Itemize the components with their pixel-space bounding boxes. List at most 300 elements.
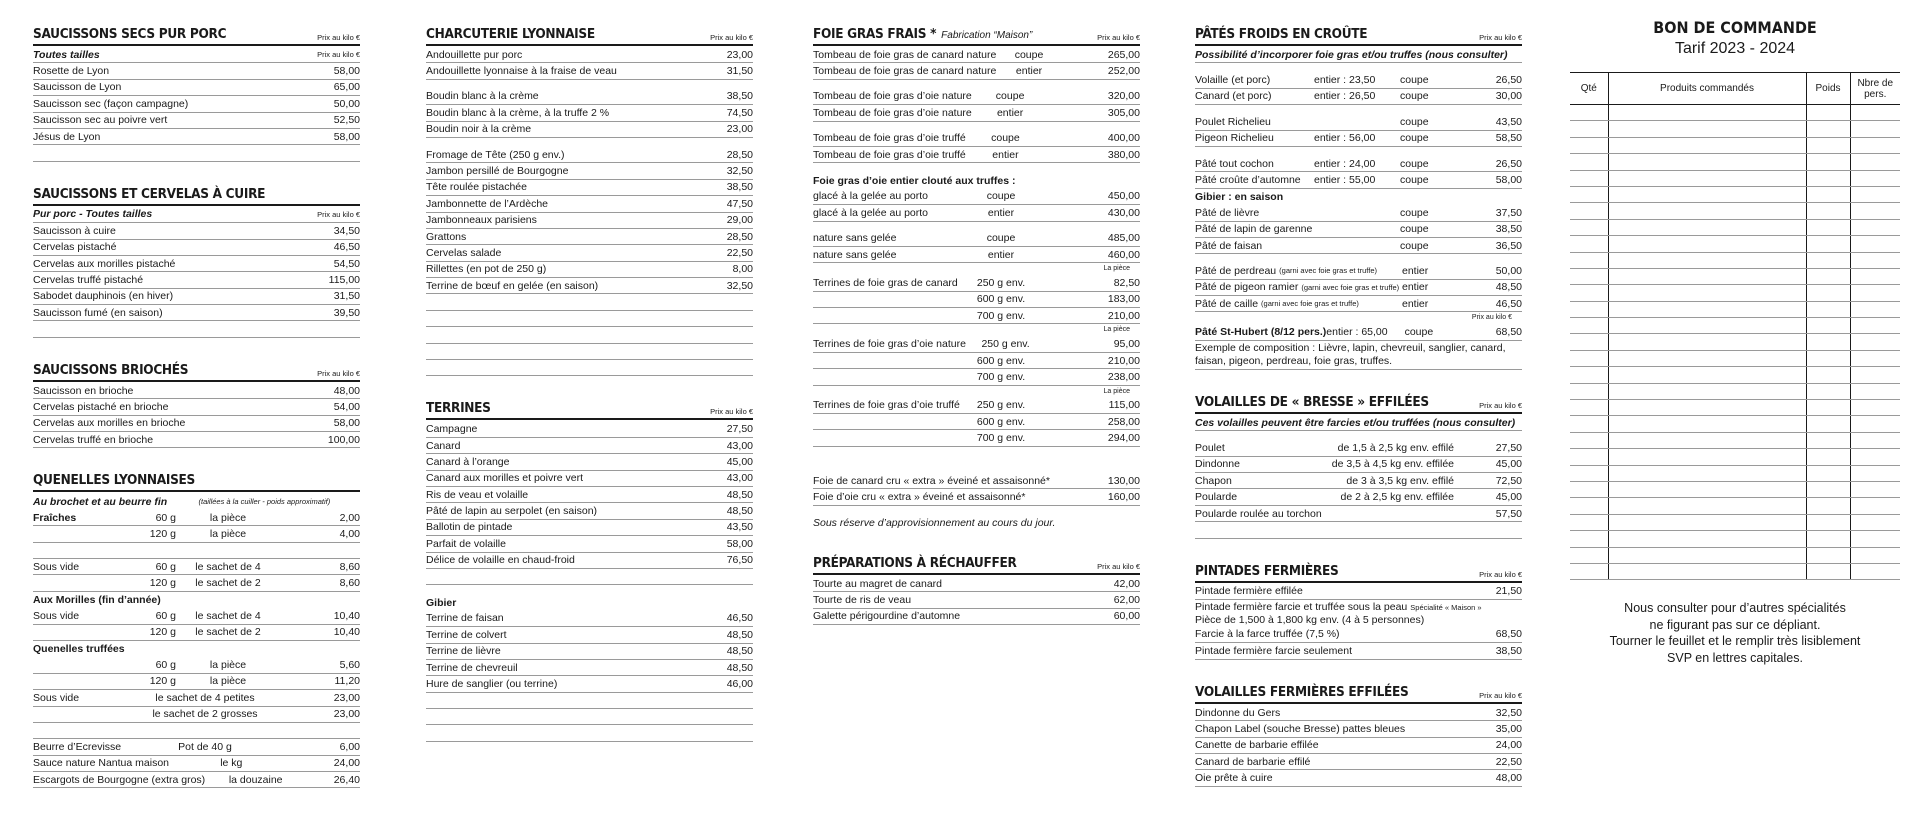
order-cell[interactable] (1850, 121, 1900, 137)
list-item (33, 723, 360, 739)
cell: entier : 23,50 (1314, 74, 1376, 87)
cell: 60 g (155, 609, 176, 622)
item-detail: Farcie à la farce truffée (7,5 %) (1195, 627, 1340, 640)
order-cell[interactable] (1608, 219, 1806, 235)
cell: 6,00 (339, 740, 360, 753)
list-item (426, 611, 753, 627)
cell: Boudin blanc à la crème, à la truffe 2 % (426, 106, 610, 119)
cell: 47,50 (726, 197, 753, 210)
list-item (426, 147, 753, 163)
order-cell[interactable] (1570, 285, 1608, 301)
order-cell[interactable] (1806, 514, 1850, 530)
order-cell[interactable] (1570, 170, 1608, 186)
cell: Ballotin de pintade (426, 521, 513, 534)
order-cell[interactable] (1850, 481, 1900, 497)
order-cell[interactable] (1806, 449, 1850, 465)
order-cell[interactable] (1608, 154, 1806, 170)
cell: Cervelas pistaché (33, 241, 117, 254)
order-cell[interactable] (1850, 547, 1900, 563)
cell: 130,00 (1107, 474, 1140, 487)
list-item (813, 189, 1140, 205)
order-cell[interactable] (1806, 137, 1850, 153)
cell: 27,50 (1495, 441, 1522, 454)
order-row[interactable] (1570, 531, 1900, 547)
order-cell[interactable] (1570, 547, 1608, 563)
list-item (33, 416, 360, 432)
order-cell[interactable] (1806, 547, 1850, 563)
order-form (1570, 18, 1900, 666)
cell: Saucisson en brioche (33, 384, 134, 397)
order-row[interactable] (1570, 400, 1900, 416)
cell: 210,00 (1107, 309, 1140, 322)
order-cell[interactable] (1850, 350, 1900, 366)
order-cell[interactable] (1806, 334, 1850, 350)
cell: coupe (1400, 115, 1429, 128)
cell: 62,00 (1113, 594, 1140, 607)
cell: 210,00 (1107, 354, 1140, 367)
order-cell[interactable] (1570, 350, 1608, 366)
cell: 38,50 (726, 181, 753, 194)
order-cell[interactable] (1850, 531, 1900, 547)
order-cell[interactable] (1806, 301, 1850, 317)
order-cell[interactable] (1608, 236, 1806, 252)
cell: Tombeau de foie gras d’oie truffé (813, 148, 966, 161)
spacer (426, 585, 753, 594)
order-cell[interactable] (1608, 137, 1806, 153)
order-cell[interactable] (1850, 334, 1900, 350)
order-header-products: Produits commandés (1608, 73, 1806, 105)
price-unit-label: La pièce (1103, 387, 1130, 395)
cell: 39,50 (333, 306, 360, 319)
cell: 65,00 (333, 81, 360, 94)
cell: Grattons (426, 230, 467, 243)
order-cell[interactable] (1850, 170, 1900, 186)
order-row[interactable] (1570, 563, 1900, 579)
order-row[interactable] (1570, 105, 1900, 121)
cell: Tourte de ris de veau (813, 594, 912, 607)
cell: de 1,5 à 2,5 kg env. effilé (1337, 441, 1454, 454)
cell: 54,00 (333, 400, 360, 413)
cell: Au brochet et au beurre fin (33, 495, 168, 508)
section-spacer (426, 742, 753, 766)
section-title-text: VOLAILLES DE « BRESSE » EFFILÉES (1195, 393, 1429, 410)
order-cell[interactable] (1850, 318, 1900, 334)
cell: Terrine de chevreuil (426, 661, 518, 674)
list-item (1195, 205, 1522, 221)
cell: Poularde (1195, 491, 1238, 504)
order-cell[interactable] (1806, 252, 1850, 268)
order-cell[interactable] (1570, 318, 1608, 334)
order-cell[interactable] (1806, 531, 1850, 547)
order-cell[interactable] (1850, 465, 1900, 481)
section-title (426, 26, 595, 42)
list-item (426, 421, 753, 437)
order-row[interactable] (1570, 252, 1900, 268)
cell: 305,00 (1107, 106, 1140, 119)
order-cell[interactable] (1850, 203, 1900, 219)
order-row[interactable] (1570, 449, 1900, 465)
order-row[interactable] (1570, 121, 1900, 137)
order-cell[interactable] (1850, 367, 1900, 383)
order-cell[interactable] (1806, 563, 1850, 579)
order-row[interactable] (1570, 465, 1900, 481)
order-row[interactable] (1570, 498, 1900, 514)
cell: 320,00 (1107, 90, 1140, 103)
cell: 120 g (149, 675, 176, 688)
order-cell[interactable] (1608, 547, 1806, 563)
order-cell[interactable] (1850, 252, 1900, 268)
list-item (33, 526, 360, 542)
order-row[interactable] (1570, 334, 1900, 350)
cell: Andouillette lyonnaise à la fraise de veau (426, 65, 617, 78)
order-row[interactable] (1570, 170, 1900, 186)
order-cell[interactable] (1806, 268, 1850, 284)
list-item (426, 344, 753, 360)
list-item (426, 438, 753, 454)
order-row[interactable] (1570, 514, 1900, 530)
list-item (426, 660, 753, 676)
order-cell[interactable] (1570, 498, 1608, 514)
order-header-qty: Qté (1570, 73, 1608, 105)
cell: (garni avec foie gras et truffe) (1279, 266, 1377, 276)
order-row[interactable] (1570, 186, 1900, 202)
order-row[interactable] (1570, 367, 1900, 383)
cell: le kg (220, 757, 243, 770)
cell: 60 g (155, 659, 176, 672)
cell: Terrine de lièvre (426, 645, 501, 658)
order-cell[interactable] (1570, 481, 1608, 497)
list-item (33, 592, 360, 608)
list-item (426, 536, 753, 552)
list-item (1195, 47, 1522, 63)
order-cell[interactable] (1570, 531, 1608, 547)
order-cell[interactable] (1806, 170, 1850, 186)
cell: 76,50 (726, 554, 753, 567)
list-item (813, 414, 1140, 430)
cell: Pâté de lapin de garenne (1195, 223, 1313, 236)
order-cell[interactable] (1850, 498, 1900, 514)
cell: Sous vide (33, 609, 80, 622)
footer-line: Nous consulter pour d’autres spécialités (1624, 601, 1846, 616)
order-tarif: Tarif 2023 - 2024 (1674, 40, 1796, 57)
order-row[interactable] (1570, 301, 1900, 317)
order-cell[interactable] (1608, 481, 1806, 497)
list-item (33, 129, 360, 145)
order-cell[interactable] (1850, 449, 1900, 465)
cell: Volaille (et porc) (1195, 74, 1271, 87)
order-cell[interactable] (1608, 318, 1806, 334)
order-cell[interactable] (1570, 563, 1608, 579)
order-cell[interactable] (1806, 318, 1850, 334)
section-spacer (1195, 787, 1522, 811)
order-cell[interactable] (1608, 531, 1806, 547)
cell: 120 g (149, 577, 176, 590)
list-item (1195, 114, 1522, 130)
order-row[interactable] (1570, 383, 1900, 399)
section-spacer (33, 338, 360, 362)
order-row[interactable] (1570, 416, 1900, 432)
cell: Cervelas truffé pistaché (33, 273, 144, 286)
column-4 (1195, 26, 1522, 811)
list-item (1195, 131, 1522, 147)
list-item (33, 305, 360, 321)
cell: 72,50 (1495, 474, 1522, 487)
spacer (1195, 63, 1522, 72)
cell: 37,50 (1495, 206, 1522, 219)
order-cell[interactable] (1806, 236, 1850, 252)
order-row[interactable] (1570, 285, 1900, 301)
order-cell[interactable] (1570, 252, 1608, 268)
list-item (426, 229, 753, 245)
order-cell[interactable] (1608, 350, 1806, 366)
cell: 26,50 (1495, 157, 1522, 170)
cell: 60,00 (1113, 610, 1140, 623)
order-cell[interactable] (1806, 203, 1850, 219)
list-item (813, 292, 1140, 308)
order-cell[interactable] (1850, 514, 1900, 530)
cell: Pâté de faisan (1195, 239, 1263, 252)
order-cell[interactable] (1608, 514, 1806, 530)
cell: 294,00 (1107, 432, 1140, 445)
order-row[interactable] (1570, 350, 1900, 366)
order-cell[interactable] (1608, 121, 1806, 137)
order-cell[interactable] (1570, 105, 1608, 121)
list-item (426, 520, 753, 536)
cell: Pâté croûte d’automne (1195, 174, 1301, 187)
order-cell[interactable] (1570, 268, 1608, 284)
list-item (33, 657, 360, 673)
list-item (33, 756, 360, 772)
cell: 58,00 (1495, 174, 1522, 187)
section-title-text: SAUCISSONS ET CERVELAS À CUIRE (33, 185, 266, 202)
cell: coupe (1400, 223, 1429, 236)
order-cell[interactable] (1608, 383, 1806, 399)
cell: entier (1402, 264, 1429, 277)
order-cell[interactable] (1850, 186, 1900, 202)
cell: Poularde roulée au torchon (1195, 507, 1322, 520)
order-cell[interactable] (1806, 186, 1850, 202)
order-cell[interactable] (1850, 236, 1900, 252)
order-cell[interactable] (1806, 285, 1850, 301)
order-cell[interactable] (1806, 121, 1850, 137)
cell: 26,40 (333, 773, 360, 786)
list-item (426, 163, 753, 179)
order-cell[interactable] (1570, 514, 1608, 530)
order-cell[interactable] (1570, 465, 1608, 481)
order-cell[interactable] (1850, 285, 1900, 301)
cell: 22,50 (1495, 755, 1522, 768)
order-cell[interactable] (1850, 301, 1900, 317)
order-cell[interactable] (1850, 137, 1900, 153)
order-row[interactable] (1570, 481, 1900, 497)
order-cell[interactable] (1608, 301, 1806, 317)
order-cell[interactable] (1850, 416, 1900, 432)
order-cell[interactable] (1850, 268, 1900, 284)
order-cell[interactable] (1570, 432, 1608, 448)
cell: nature sans gelée (813, 232, 897, 245)
cell: Terrines de foie gras d’oie nature (813, 338, 966, 351)
list-item (426, 196, 753, 212)
list-item (813, 47, 1140, 63)
cell: 58,00 (333, 417, 360, 430)
order-row[interactable] (1570, 268, 1900, 284)
cell: 48,50 (726, 505, 753, 518)
order-cell[interactable] (1850, 432, 1900, 448)
order-cell[interactable] (1570, 449, 1608, 465)
order-row[interactable] (1570, 219, 1900, 235)
cell: coupe (986, 232, 1016, 245)
cell: Saucisson sec (façon campagne) (33, 97, 189, 110)
section-title (1195, 394, 1429, 410)
cell: 600 g env. (976, 415, 1026, 428)
section-title (813, 555, 1017, 571)
footer-line: SVP en lettres capitales. (1667, 650, 1803, 665)
order-row[interactable] (1570, 547, 1900, 563)
price-unit-label: La pièce (1103, 265, 1130, 273)
list-item (33, 240, 360, 256)
list-item (1195, 473, 1522, 489)
cell: Sabodet dauphinois (en hiver) (33, 290, 174, 303)
order-cell[interactable] (1806, 154, 1850, 170)
order-cell[interactable] (1570, 203, 1608, 219)
order-cell[interactable] (1806, 481, 1850, 497)
order-cell[interactable] (1806, 383, 1850, 399)
cell: Tombeau de foie gras d’oie truffé (813, 132, 966, 145)
order-cell[interactable] (1570, 186, 1608, 202)
cell: 48,00 (333, 384, 360, 397)
list-item (33, 80, 360, 96)
list-item (426, 553, 753, 569)
cell: entier (987, 248, 1015, 261)
order-cell[interactable] (1570, 367, 1608, 383)
order-cell[interactable] (1608, 498, 1806, 514)
order-cell[interactable] (1570, 334, 1608, 350)
price-label: Prix au kilo € (317, 33, 360, 42)
section-header (426, 400, 753, 420)
order-cell[interactable] (1608, 563, 1806, 579)
order-cell[interactable] (1806, 219, 1850, 235)
order-cell[interactable] (1608, 400, 1806, 416)
cell: 2,00 (339, 511, 360, 524)
order-cell[interactable] (1806, 400, 1850, 416)
cell: 68,50 (1495, 326, 1522, 339)
cell: 57,50 (1495, 507, 1522, 520)
cell: Saucisson de Lyon (33, 81, 122, 94)
order-cell[interactable] (1570, 416, 1608, 432)
order-cell[interactable] (1608, 105, 1806, 121)
order-row[interactable] (1570, 137, 1900, 153)
order-cell[interactable] (1570, 121, 1608, 137)
cell: Ris de veau et volaille (426, 488, 529, 501)
list-item (813, 89, 1140, 105)
cell: 60 g (155, 511, 176, 524)
cell: entier : 24,00 (1314, 157, 1376, 170)
spacer (813, 122, 1140, 131)
order-row[interactable] (1570, 432, 1900, 448)
order-cell[interactable] (1608, 334, 1806, 350)
cell: 10,40 (333, 609, 360, 622)
order-cell[interactable] (1608, 449, 1806, 465)
order-cell[interactable] (1608, 285, 1806, 301)
order-cell[interactable] (1806, 432, 1850, 448)
order-cell[interactable] (1608, 416, 1806, 432)
cell: 32,50 (726, 279, 753, 292)
order-cell[interactable] (1806, 465, 1850, 481)
cell: Tête roulée pistachée (426, 181, 527, 194)
order-cell[interactable] (1570, 236, 1608, 252)
order-cell[interactable] (1850, 154, 1900, 170)
list-item (33, 63, 360, 79)
cell: 120 g (149, 626, 176, 639)
order-cell[interactable] (1806, 105, 1850, 121)
order-cell[interactable] (1850, 400, 1900, 416)
section-spacer (1195, 539, 1522, 563)
order-cell[interactable] (1608, 203, 1806, 219)
order-cell[interactable] (1608, 268, 1806, 284)
cell: Jambonnette de l’Ardèche (426, 197, 548, 210)
cell: Terrine de faisan (426, 612, 504, 625)
order-cell[interactable] (1570, 219, 1608, 235)
cell: Cervelas aux morilles pistaché (33, 257, 176, 270)
order-cell[interactable] (1608, 432, 1806, 448)
order-cell[interactable] (1570, 301, 1608, 317)
order-cell[interactable] (1850, 105, 1900, 121)
cell: Ces volailles peuvent être farcies et/ou truffées (nous consulter) (1195, 416, 1516, 429)
order-cell[interactable] (1608, 186, 1806, 202)
order-cell[interactable] (1570, 154, 1608, 170)
order-row[interactable] (1570, 203, 1900, 219)
order-row[interactable] (1570, 154, 1900, 170)
item-label: Pintade fermière farcie et truffée sous la peau (1195, 600, 1408, 613)
cell: Jambonneaux parisiens (426, 214, 537, 227)
column-3 (813, 26, 1140, 649)
order-row[interactable] (1570, 236, 1900, 252)
order-cell[interactable] (1608, 465, 1806, 481)
cell: 28,50 (726, 230, 753, 243)
list-item (813, 576, 1140, 592)
order-cell[interactable] (1570, 137, 1608, 153)
order-cell[interactable] (1806, 350, 1850, 366)
cell: Poulet (1195, 441, 1225, 454)
order-cell[interactable] (1806, 498, 1850, 514)
order-cell[interactable] (1608, 252, 1806, 268)
order-cell[interactable] (1608, 170, 1806, 186)
order-cell[interactable] (1850, 563, 1900, 579)
order-row[interactable] (1570, 318, 1900, 334)
cell: 31,50 (333, 290, 360, 303)
order-cell[interactable] (1608, 367, 1806, 383)
order-cell[interactable] (1850, 383, 1900, 399)
cell: entier : 55,00 (1314, 174, 1376, 187)
cell: 30,00 (1495, 90, 1522, 103)
order-cell[interactable] (1806, 367, 1850, 383)
section-header (1195, 26, 1522, 46)
cell: Pâté de lièvre (1195, 206, 1260, 219)
cell: 250 g env. (981, 338, 1030, 351)
cell: 42,00 (1113, 577, 1140, 590)
cell: Tourte au magret de canard (813, 577, 942, 590)
order-footer (1570, 600, 1900, 666)
cell: 31,50 (726, 65, 753, 78)
cell: 250 g env. (976, 276, 1026, 289)
order-cell[interactable] (1570, 400, 1608, 416)
cell: 43,00 (726, 439, 753, 452)
order-cell[interactable] (1850, 219, 1900, 235)
order-cell[interactable] (1806, 416, 1850, 432)
order-cell[interactable] (1570, 383, 1608, 399)
cell: 24,00 (333, 757, 360, 770)
list-item (33, 145, 360, 161)
